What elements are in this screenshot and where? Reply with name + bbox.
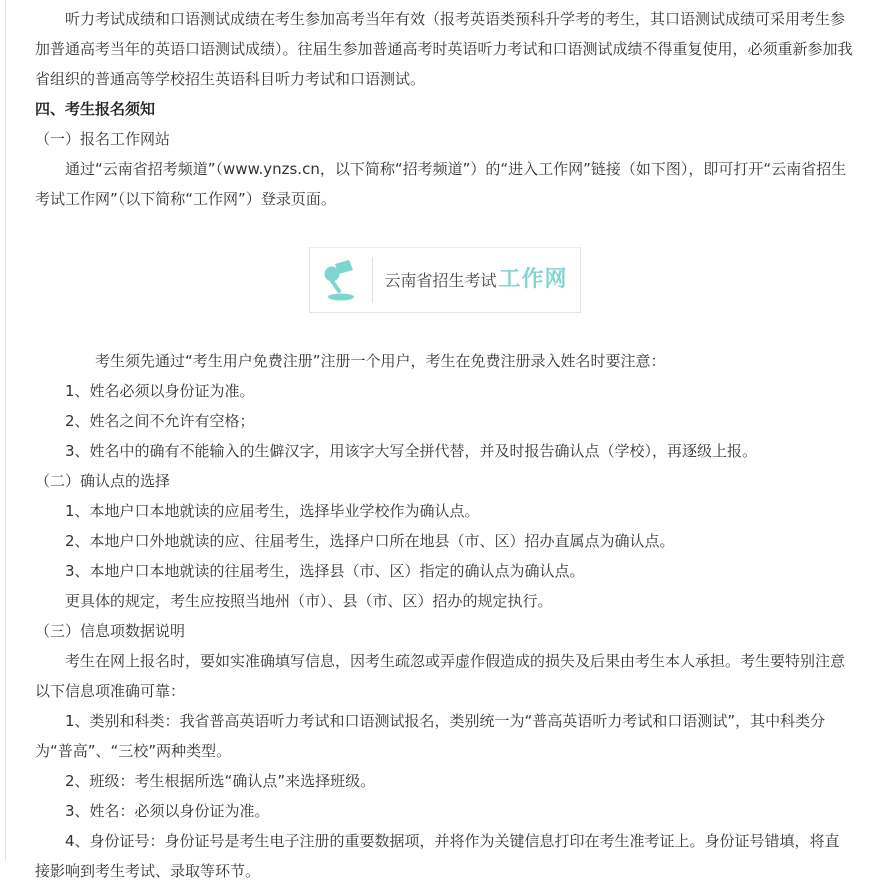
subsection-title-confirm: （二）确认点的选择 — [35, 472, 171, 490]
list-item: 2、本地户口外地就读的应、往届考生，选择户口所在地县（市、区）招办直属点为确认点。 — [65, 532, 675, 550]
paragraph-info: 考生在网上报名时，要如实准确填写信息，因考生疏忽或弄虚作假造成的损失及后果由考生本人承担。考生要特别注意以下信息项准确可靠： — [35, 652, 846, 700]
list-item: 1、姓名必须以身份证为准。 — [65, 382, 255, 400]
logo-text: 云南省招生考试工作网 — [384, 266, 568, 292]
paragraph-score-validity: 听力考试成绩和口语测试成绩在考生参加高考当年有效（报考英语类预科升学考的考生，其口语测试成绩可采用考生参加普通高考当年的英语口语测试成绩）。往届生参加普通高考时英语听力考试和口语测试成绩不得重复使用，必须重新参加我省组织的普通高等学校招生英语科目听力考试和口语测试。 — [35, 10, 853, 88]
list-item: 3、姓名：必须以身份证为准。 — [65, 802, 270, 820]
work-site-logo-link[interactable] — [309, 247, 581, 313]
paragraph-website: 通过“云南省招考频道”（www.ynzs.cn，以下简称“招考频道”）的“进入工作网”链接（如下图），即可打开“云南省招生考试工作网”（以下简称“工作网”）登录页面。 — [35, 160, 847, 208]
list-item: 3、本地户口本地就读的往届考生，选择县（市、区）指定的确认点为确认点。 — [65, 562, 585, 580]
subsection-title-website: （一）报名工作网站 — [35, 130, 171, 148]
list-item: 4、身份证号：身份证号是考生电子注册的重要数据项，并将作为关键信息打印在考生准考证上。身份证号错填，将直接影响到考生考试、录取等环节。 — [35, 832, 840, 880]
paragraph-register: 考生须先通过“考生用户免费注册”注册一个用户，考生在免费注册录入姓名时要注意： — [95, 352, 666, 370]
list-item: 1、类别和科类：我省普高英语听力考试和口语测试报名，类别统一为“普高英语听力考试和口语测试”，其中科类分为“普高”、“三校”两种类型。 — [35, 712, 826, 760]
list-item: 1、本地户口本地就读的应届考生，选择毕业学校作为确认点。 — [65, 502, 480, 520]
list-item: 2、姓名之间不允许有空格； — [65, 412, 255, 430]
list-item: 3、姓名中的确有不能输入的生僻汉字，用该字大写全拼代替，并及时报告确认点（学校），再逐级上报。 — [65, 442, 758, 460]
logo-container — [35, 214, 854, 346]
subsection-title-info: （三）信息项数据说明 — [35, 622, 186, 640]
paragraph-specific: 更具体的规定，考生应按照当地州（市）、县（市、区）招办的规定执行。 — [65, 592, 553, 610]
list-item: 2、班级：考生根据所选“确认点”来选择班级。 — [65, 772, 376, 790]
lamp-icon — [310, 247, 372, 313]
logo-divider — [372, 257, 373, 303]
logo-accent-text: 工作网 — [498, 266, 568, 292]
section-title: 四、考生报名须知 — [35, 100, 156, 118]
